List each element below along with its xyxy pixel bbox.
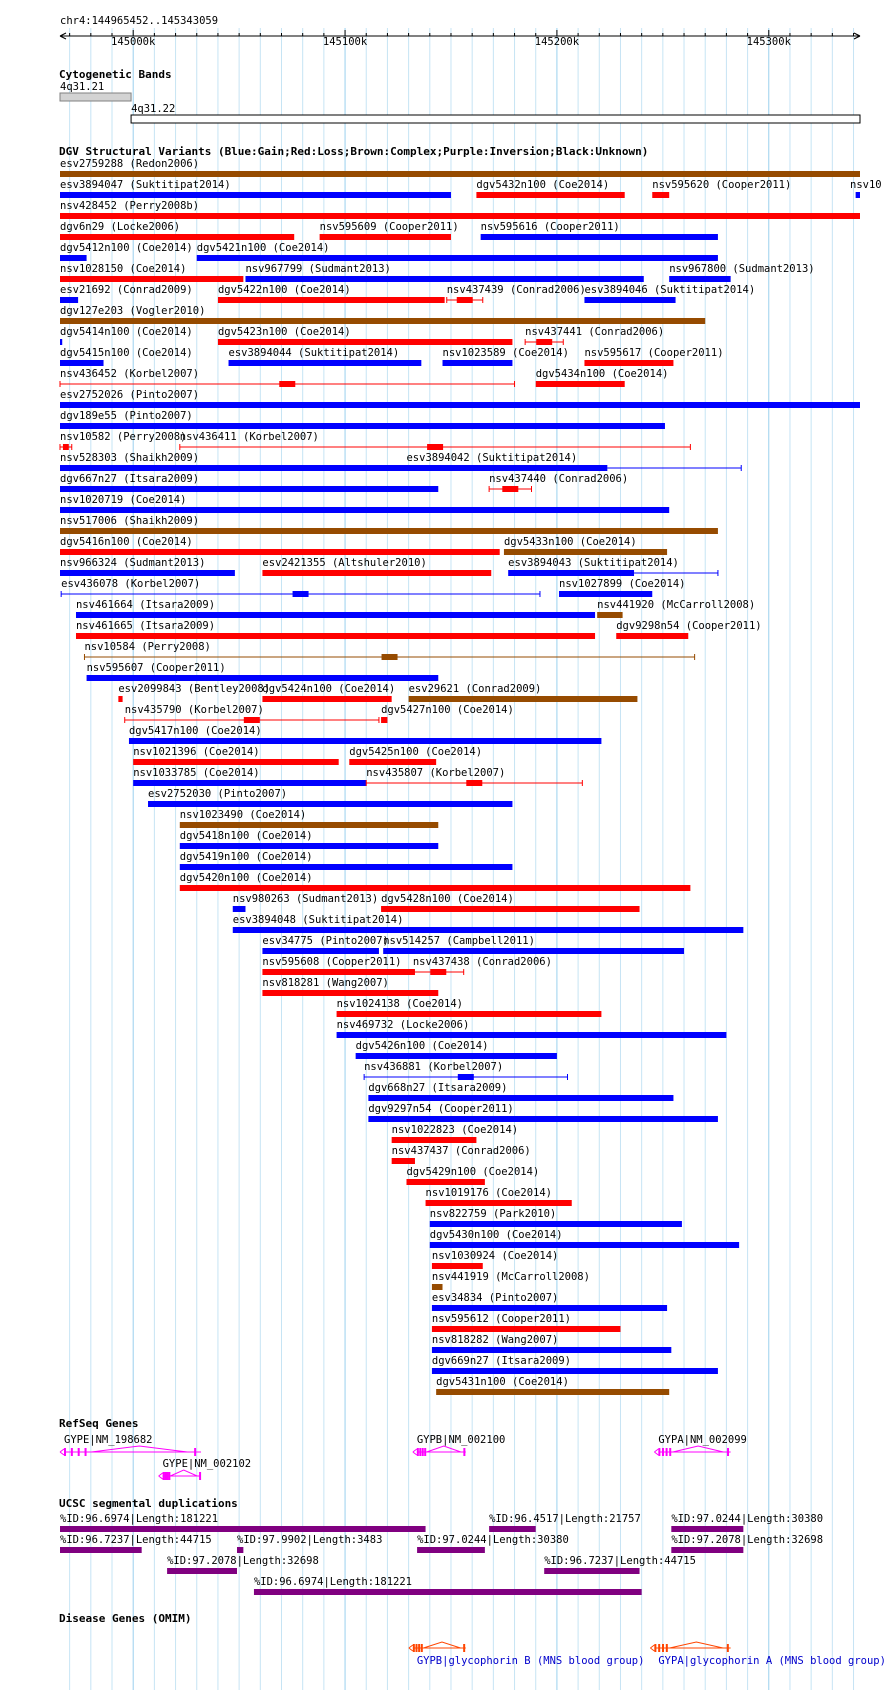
variant-bar[interactable] [60, 528, 718, 534]
variant-bar[interactable] [669, 276, 730, 282]
intron-chevron [673, 1446, 724, 1452]
variant-label: esv436078 (Korbel2007) [61, 578, 201, 590]
variant-bar[interactable] [118, 696, 122, 702]
variant-label: dgv5421n100 (Coe2014) [196, 242, 330, 254]
variant-core[interactable] [430, 969, 446, 975]
variant-label: dgv5434n100 (Coe2014) [535, 368, 669, 380]
exon [422, 1448, 424, 1456]
variant-label: dgv5420n100 (Coe2014) [179, 872, 313, 884]
variant-label: esv3894047 (Suktitipat2014) [60, 179, 231, 191]
cytoband-label: 4q31.22 [131, 103, 176, 115]
exon [165, 1472, 167, 1480]
variant-label: nsv469732 (Locke2006) [336, 1019, 470, 1031]
variant-bar[interactable] [60, 360, 104, 366]
exon [168, 1472, 170, 1480]
exon [463, 1644, 465, 1652]
variant-label: dgv5432n100 (Coe2014) [476, 179, 610, 191]
variant-bar[interactable] [60, 234, 294, 240]
variant-bar[interactable] [87, 675, 439, 681]
variant-label: nsv1023589 (Coe2014) [442, 347, 569, 359]
exon [194, 1448, 196, 1456]
variant-bar[interactable] [129, 738, 601, 744]
variant-label: dgv5422n100 (Coe2014) [217, 284, 351, 296]
variant-bar[interactable] [180, 885, 691, 891]
variant-label: nsv10582 (Perry2008) [60, 431, 187, 443]
variant-label: nsv435807 (Korbel2007) [366, 767, 506, 779]
gene-label: GYPA|NM_002099 [658, 1434, 747, 1446]
variant-bar[interactable] [320, 234, 451, 240]
variant-label: dgv668n27 (Itsara2009) [368, 1082, 508, 1094]
variant-label: nsv1023490 (Coe2014) [179, 809, 307, 821]
variant-bar[interactable] [443, 360, 513, 366]
variant-bar[interactable] [218, 339, 512, 345]
gene-model[interactable] [159, 1470, 201, 1480]
variant-bar[interactable] [584, 297, 675, 303]
variant-bar[interactable] [60, 507, 669, 513]
variant-label: nsv595616 (Cooper2011) [480, 221, 620, 233]
variant-bar[interactable] [508, 570, 634, 576]
variant-core[interactable] [382, 654, 398, 660]
segdup-label: %ID:96.6974|Length:181221 [60, 1513, 219, 1525]
exon [658, 1644, 660, 1652]
variant-bar[interactable] [76, 633, 595, 639]
variant-bar[interactable] [60, 297, 78, 303]
segdup-label: %ID:96.4517|Length:21757 [489, 1513, 641, 1525]
intron-chevron [670, 1642, 723, 1648]
exon [64, 1448, 66, 1456]
ruler-tick-label: 145000k [111, 36, 156, 48]
variant-bar[interactable] [60, 171, 860, 177]
variant-label: dgv5418n100 (Coe2014) [179, 830, 313, 842]
variant-bar[interactable] [430, 1242, 739, 1248]
variant-bar[interactable] [60, 255, 87, 261]
variant-bar[interactable] [406, 1179, 484, 1185]
variant-bar[interactable] [262, 969, 415, 975]
cytogenetic-bands-track [59, 68, 860, 123]
exon [415, 1644, 417, 1652]
segdup-bar[interactable] [544, 1568, 639, 1574]
variant-label: nsv966324 (Sudmant2013) [60, 557, 206, 569]
segdup-label: %ID:96.7237|Length:44715 [544, 1555, 696, 1567]
variant-bar[interactable] [133, 759, 339, 765]
exon [418, 1644, 420, 1652]
variant-core[interactable] [279, 381, 295, 387]
variant-label: nsv818282 (Wang2007) [431, 1334, 559, 1346]
variant-bar[interactable] [409, 696, 638, 702]
variant-bar[interactable] [180, 822, 438, 828]
exon [71, 1448, 73, 1456]
variant-label: esv3894044 (Suktitipat2014) [228, 347, 400, 359]
exon [658, 1448, 660, 1456]
variant-label: esv2752030 (Pinto2007) [148, 788, 288, 800]
exon [662, 1644, 664, 1652]
segdup-bar[interactable] [671, 1547, 743, 1553]
variant-label: esv2421355 (Altshuler2010) [262, 557, 427, 569]
variant-label: nsv595609 (Cooper2011) [319, 221, 459, 233]
variant-bar[interactable] [426, 1200, 572, 1206]
variant-bar[interactable] [262, 948, 379, 954]
variant-bar[interactable] [616, 633, 688, 639]
variant-label: dgv5431n100 (Coe2014) [436, 1376, 569, 1388]
variant-label: dgv5426n100 (Coe2014) [355, 1040, 489, 1052]
strand-arrow-icon [654, 1449, 658, 1455]
exon [163, 1472, 165, 1480]
variant-core[interactable] [502, 486, 518, 492]
variant-bar[interactable] [381, 906, 639, 912]
segdup-label: %ID:97.2078|Length:32698 [671, 1534, 824, 1546]
strand-arrow-icon [409, 1645, 413, 1651]
variant-label: dgv5427n100 (Coe2014) [381, 704, 514, 716]
coordinate-ruler[interactable] [60, 15, 860, 48]
variant-bar[interactable] [262, 696, 391, 702]
gene-model[interactable] [654, 1446, 730, 1456]
strand-arrow-icon [60, 1449, 64, 1455]
variant-core[interactable] [293, 591, 309, 597]
dgv-structural-variants-track [59, 145, 882, 1395]
exon [421, 1644, 423, 1652]
variant-bar[interactable] [406, 465, 607, 471]
variant-bar[interactable] [233, 927, 744, 933]
gene-label: GYPE|NM_198682 [64, 1434, 153, 1446]
exon [417, 1448, 419, 1456]
gene-label: GYPB|NM_002100 [416, 1434, 506, 1446]
variant-bar[interactable] [60, 549, 500, 555]
variant-bar[interactable] [597, 612, 622, 618]
variant-core[interactable] [427, 444, 443, 450]
variant-label: nsv1028150 (Coe2014) [60, 263, 187, 275]
segdup-bar[interactable] [489, 1526, 536, 1532]
variant-bar[interactable] [368, 1116, 718, 1122]
variant-label: nsv595617 (Cooper2011) [584, 347, 724, 359]
variant-bar[interactable] [481, 234, 718, 240]
track-title-omim: Disease Genes (OMIM) [59, 1612, 192, 1625]
variant-core[interactable] [466, 780, 482, 786]
ruler-tick-label: 145200k [534, 36, 580, 48]
variant-label: nsv514257 (Campbell2011) [383, 935, 535, 947]
variant-label: nsv437437 (Conrad2006) [391, 1145, 531, 1157]
variant-label: dgv6n29 (Locke2006) [60, 221, 181, 233]
variant-bar[interactable] [60, 192, 451, 198]
variant-label: nsv517006 (Shaikh2009) [60, 515, 200, 527]
variant-label: dgv669n27 (Itsara2009) [431, 1355, 571, 1367]
variant-label: nsv437439 (Conrad2006) [446, 284, 586, 296]
variant-bar[interactable] [60, 423, 665, 429]
variant-bar[interactable] [180, 864, 513, 870]
variant-bar[interactable] [504, 549, 667, 555]
strand-arrow-icon [650, 1645, 654, 1651]
track-title-cytoband: Cytogenetic Bands [59, 68, 172, 81]
variant-label: nsv528303 (Shaikh2009) [60, 452, 200, 464]
segdup-label: %ID:97.9902|Length:3483 [237, 1534, 383, 1546]
variant-label: nsv461664 (Itsara2009) [75, 599, 216, 611]
ruler-ticks [60, 30, 860, 48]
variant-bar[interactable] [559, 591, 652, 597]
variant-bar[interactable] [432, 1326, 621, 1332]
variant-bar[interactable] [432, 1263, 483, 1269]
variant-label: dgv5414n100 (Coe2014) [60, 326, 193, 338]
variant-label: esv3894046 (Suktitipat2014) [584, 284, 756, 296]
variant-bar[interactable] [197, 255, 718, 261]
exon [199, 1472, 201, 1480]
variant-label: nsv1019176 (Coe2014) [425, 1187, 552, 1199]
intron-chevron [423, 1642, 460, 1648]
disease-gene-label: GYPA|glycophorin A (MNS blood group) [658, 1655, 886, 1667]
segdup-bar[interactable] [254, 1589, 642, 1595]
exon [666, 1448, 668, 1456]
gene-model[interactable] [60, 1446, 201, 1456]
region-label: chr4:144965452..145343059 [60, 15, 219, 27]
variant-bar[interactable] [262, 990, 438, 996]
variant-label: dgv9297n54 (Cooper2011) [368, 1103, 514, 1115]
variant-label: nsv441919 (McCarroll2008) [431, 1271, 590, 1283]
variant-label: esv34834 (Pinto2007) [431, 1292, 559, 1304]
variant-label: esv3894042 (Suktitipat2014) [406, 452, 578, 464]
variant-bar[interactable] [432, 1305, 667, 1311]
variant-core[interactable] [536, 339, 552, 345]
variant-core[interactable] [244, 717, 260, 723]
exon [413, 1644, 415, 1652]
variant-bar[interactable] [218, 297, 445, 303]
variant-label: esv3894043 (Suktitipat2014) [508, 557, 679, 569]
variant-bar[interactable] [60, 465, 409, 471]
exon [666, 1644, 668, 1652]
disease-gene-model[interactable] [409, 1642, 466, 1652]
variant-label: nsv1020719 (Coe2014) [60, 494, 187, 506]
variant-bar[interactable] [60, 339, 62, 345]
ruler-tick-label: 145100k [322, 36, 368, 48]
variant-label: esv29621 (Conrad2009) [408, 683, 542, 695]
variant-label: dgv5425n100 (Coe2014) [349, 746, 483, 758]
exon [669, 1448, 671, 1456]
variant-label: nsv595612 (Cooper2011) [431, 1313, 571, 1325]
variant-bar[interactable] [430, 1221, 682, 1227]
segdup-bar[interactable] [60, 1526, 426, 1532]
variant-label: dgv5430n100 (Coe2014) [429, 1229, 563, 1241]
gene-model[interactable] [413, 1446, 466, 1456]
variant-bar[interactable] [392, 1158, 415, 1164]
intron-chevron [170, 1470, 197, 1476]
variant-bar[interactable] [60, 402, 860, 408]
segmental-duplications-track [59, 1497, 823, 1595]
variant-label: nsv1022823 (Coe2014) [391, 1124, 519, 1136]
refseq-genes-track [59, 1417, 747, 1480]
exon [85, 1448, 87, 1456]
variant-label: nsv10 [850, 179, 882, 191]
variant-label: dgv5412n100 (Coe2014) [60, 242, 193, 254]
track-title-refseq: RefSeq Genes [59, 1417, 139, 1430]
variant-label: esv2752026 (Pinto2007) [60, 389, 200, 401]
exon [78, 1448, 80, 1456]
exon [654, 1644, 656, 1652]
segdup-bar[interactable] [167, 1568, 237, 1574]
variant-bar[interactable] [60, 213, 860, 219]
variant-label: nsv437440 (Conrad2006) [489, 473, 629, 485]
variant-label: dgv189e55 (Pinto2007) [60, 410, 193, 422]
segdup-bar[interactable] [237, 1547, 243, 1553]
cytoband[interactable] [131, 115, 860, 123]
track-title-dgv: DGV Structural Variants (Blue:Gain;Red:Loss;Brown:Complex;Purple:Inversion;Black:Unknown) [59, 145, 649, 158]
variant-label: dgv5428n100 (Coe2014) [381, 893, 514, 905]
variant-label: nsv967799 (Sudmant2013) [245, 263, 391, 275]
variant-label: esv34775 (Pinto2007) [262, 935, 389, 947]
variant-label: nsv967800 (Sudmant2013) [669, 263, 815, 275]
segdup-label: %ID:97.0244|Length:30380 [671, 1513, 824, 1525]
variant-label: nsv980263 (Sudmant2013) [232, 893, 379, 905]
variant-label: dgv9298n54 (Cooper2011) [616, 620, 762, 632]
variant-core[interactable] [458, 1074, 474, 1080]
variant-bar[interactable] [476, 192, 624, 198]
variant-label: nsv436411 (Korbel2007) [179, 431, 319, 443]
variant-label: dgv5423n100 (Coe2014) [217, 326, 351, 338]
variant-label: nsv461665 (Itsara2009) [75, 620, 216, 632]
variant-label: dgv5429n100 (Coe2014) [406, 1166, 540, 1178]
strand-arrow-icon [159, 1473, 163, 1479]
variant-bar[interactable] [133, 780, 366, 786]
variant-label: esv2759288 (Redon2006) [60, 158, 200, 170]
variant-label: dgv5433n100 (Coe2014) [503, 536, 637, 548]
variant-bar[interactable] [436, 1389, 669, 1395]
track-title-segdup: UCSC segmental duplications [59, 1497, 238, 1510]
strand-arrow-icon [413, 1449, 417, 1455]
variant-label: nsv1030924 (Coe2014) [431, 1250, 559, 1262]
variant-bar[interactable] [233, 906, 246, 912]
variant-label: nsv441920 (McCarroll2008) [597, 599, 756, 611]
cytoband[interactable] [60, 93, 131, 101]
variant-bar[interactable] [262, 570, 491, 576]
segdup-bar[interactable] [417, 1547, 485, 1553]
exon [424, 1448, 426, 1456]
variant-bar[interactable] [432, 1347, 671, 1353]
variant-label: nsv10584 (Perry2008) [84, 641, 211, 653]
variant-bar[interactable] [60, 276, 243, 282]
variant-label: nsv1033785 (Coe2014) [133, 767, 260, 779]
variant-label: esv2099843 (Bentley2008) [118, 683, 271, 695]
variant-label: dgv5424n100 (Coe2014) [262, 683, 396, 695]
variant-bar[interactable] [381, 717, 387, 723]
variant-bar[interactable] [432, 1284, 443, 1290]
variant-label: dgv5419n100 (Coe2014) [179, 851, 313, 863]
gene-label: GYPE|NM_002102 [162, 1458, 252, 1470]
variant-bar[interactable] [368, 1095, 673, 1101]
variant-label: nsv1027899 (Coe2014) [559, 578, 686, 590]
variant-label: esv3894048 (Suktitipat2014) [232, 914, 404, 926]
segdup-label: %ID:96.7237|Length:44715 [60, 1534, 212, 1546]
variant-bar[interactable] [536, 381, 625, 387]
exon [727, 1644, 729, 1652]
exon [662, 1448, 664, 1456]
intron-chevron [427, 1446, 461, 1452]
cytoband-label: 4q31.21 [60, 81, 105, 93]
variant-label: nsv595620 (Cooper2011) [652, 179, 792, 191]
variant-core[interactable] [63, 444, 69, 450]
variant-label: dgv127e203 (Vogler2010) [60, 305, 206, 317]
segdup-label: %ID:97.0244|Length:30380 [417, 1534, 569, 1546]
variant-bar[interactable] [652, 192, 669, 198]
variant-label: nsv436881 (Korbel2007) [364, 1061, 504, 1073]
exon [463, 1448, 465, 1456]
variant-label: esv21692 (Conrad2009) [60, 284, 193, 296]
variant-bar[interactable] [856, 192, 860, 198]
variant-label: nsv436452 (Korbel2007) [60, 368, 200, 380]
intron-chevron [91, 1446, 187, 1452]
variant-label: nsv435790 (Korbel2007) [124, 704, 264, 716]
exon [166, 1472, 168, 1480]
variant-bar[interactable] [392, 1137, 477, 1143]
ruler-tick-label: 145300k [746, 36, 791, 48]
segdup-label: %ID:96.6974|Length:181221 [253, 1576, 413, 1588]
variant-label: nsv595607 (Cooper2011) [86, 662, 226, 674]
variant-bar[interactable] [60, 318, 705, 324]
segdup-bar[interactable] [671, 1526, 743, 1532]
exon [727, 1448, 729, 1456]
variant-bar[interactable] [60, 486, 438, 492]
variant-label: nsv437441 (Conrad2006) [525, 326, 665, 338]
variant-bar[interactable] [229, 360, 422, 366]
variant-label: nsv428452 (Perry2008b) [60, 200, 200, 212]
variant-bar[interactable] [349, 759, 436, 765]
variant-label: nsv1024138 (Coe2014) [336, 998, 464, 1010]
variant-bar[interactable] [432, 1368, 718, 1374]
disease-gene-label: GYPB|glycophorin B (MNS blood group) [416, 1655, 645, 1667]
segdup-bar[interactable] [60, 1547, 142, 1553]
variant-label: dgv5416n100 (Coe2014) [60, 536, 193, 548]
variant-bar[interactable] [383, 948, 684, 954]
variant-bar[interactable] [148, 801, 512, 807]
variant-label: dgv667n27 (Itsara2009) [60, 473, 200, 485]
variant-label: nsv818281 (Wang2007) [262, 977, 389, 989]
variant-bar[interactable] [245, 276, 643, 282]
variant-bar[interactable] [337, 1032, 727, 1038]
variant-label: dgv5415n100 (Coe2014) [60, 347, 193, 359]
variant-bar[interactable] [356, 1053, 557, 1059]
variant-bar[interactable] [60, 570, 235, 576]
variant-label: nsv822759 (Park2010) [429, 1208, 557, 1220]
variant-bar[interactable] [76, 612, 595, 618]
variant-label: nsv1021396 (Coe2014) [133, 746, 260, 758]
variant-label: dgv5417n100 (Coe2014) [128, 725, 262, 737]
segdup-label: %ID:97.2078|Length:32698 [167, 1555, 319, 1567]
variant-bar[interactable] [337, 1011, 602, 1017]
exon [419, 1448, 421, 1456]
variant-core[interactable] [457, 297, 473, 303]
variant-label: nsv595608 (Cooper2011) [262, 956, 402, 968]
variant-label: nsv437438 (Conrad2006) [412, 956, 552, 968]
variant-bar[interactable] [584, 360, 673, 366]
variant-bar[interactable] [180, 843, 438, 849]
